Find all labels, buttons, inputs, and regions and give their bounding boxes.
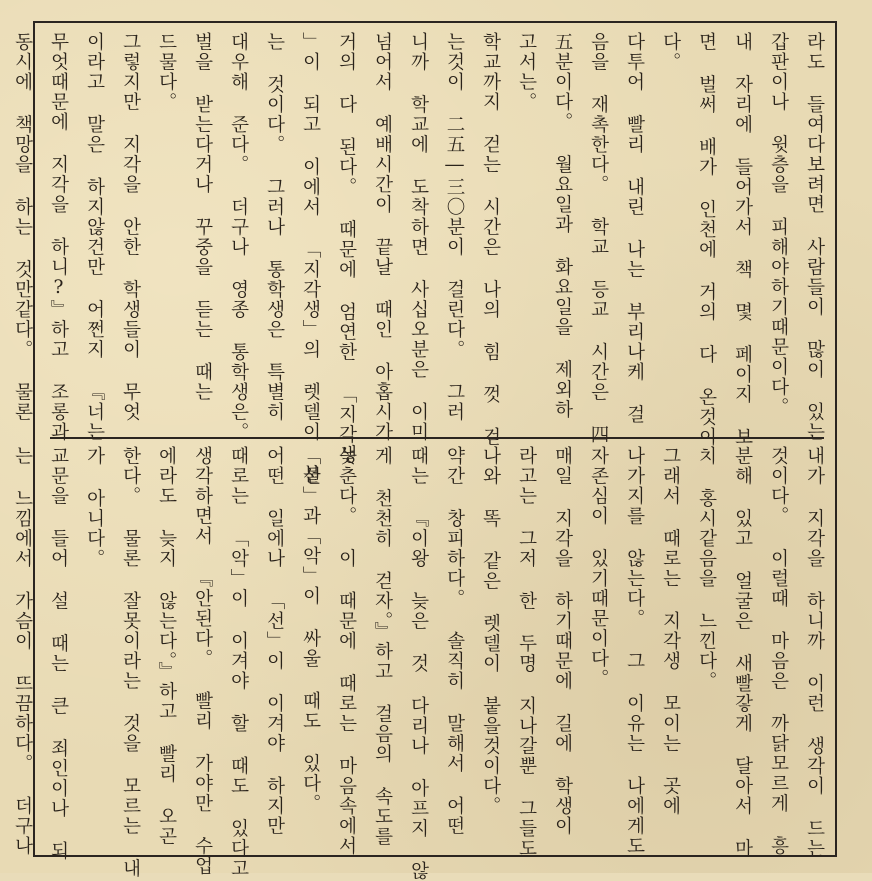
text-column: 학교까지 걷는 시간은 나의 힘 껏 걷 [480,32,501,447]
text-column: 고서는。 [516,32,537,112]
text-column: 것이다。 이럴때 마음은 까닭모르게 흥 [768,446,789,856]
text-column: 이라고 말은 하지않건만 어쩐지 『너는 [84,32,105,442]
text-column: 매일 지각을 하기때문에 길에 학생이 [552,446,573,836]
text-column: 갑판이나 윗층을 피해야하기때문이다。 [768,32,789,417]
text-column: 면 벌써 배가 인천에 거의 다 온것이 [696,32,717,447]
text-column: 에라도 늦지 않는다。』하고 빨리 오곤 [156,446,177,847]
text-column: 분해 있고 얼굴은 새빨갛게 달아서 마 [732,446,753,859]
text-column: 교문을 들어 설 때는 큰 죄인이나 되 [48,446,69,861]
text-column: 」이 되고 이에서 「지각생」의 렛델이 붙 [300,32,321,485]
text-column: 생각하면서 『안된다。 빨리 가야만 수업 [192,446,213,876]
text-column: 는것이 二五―三〇분이 걸린다。 그러 [444,32,465,422]
text-column: 때는 『이왕 늦은 것 다리나 아프지 않 [408,446,429,881]
text-column: 거의 다 된다。 때문에 엄연한 「지각생 [336,32,357,465]
text-column: 한다。 물론 잘못이라는 것을 모르는 내 [120,446,141,879]
text-column: 무엇때문에 지각을 하니?』하고 조롱과 [48,32,69,442]
text-column: 나가지를 않는다。 그 이유는 나에게도 [624,446,645,856]
text-column: 다。 [660,32,681,72]
lower-text-block [12,446,832,881]
text-column: 내가 지각을 하니까 이런 생각이 드는 [804,446,825,859]
text-column: 다투어 빨리 내린 나는 부리나케 걸 [624,32,645,425]
text-column: 드물다。 [156,32,177,112]
text-column: 라고는 그저 한 두명 지나갈뿐 그들도 [516,446,537,859]
text-column: 음을 재촉한다。 학교 등교 시간은 四 [588,32,609,445]
text-column: 때로는 「악」이 이겨야 할 때도 있다고 [228,446,249,879]
text-column: 五분이다。 월요일과 화요일을 제외하 [552,32,573,420]
text-column: 늦춘다。 이 때문에 때로는 마음속에서 [336,446,357,856]
text-column: 치 홍시같음을 느낀다。 [696,446,717,691]
text-column: 「선」과「악」이 싸울 때도 있다。 [300,446,321,814]
text-column: 가 아니다。 [84,446,105,569]
text-column: 그래서 때로는 지각생 모이는 곳에 [660,446,681,816]
text-column: 벌을 받는다거나 꾸중을 듣는 때는 [192,32,213,402]
text-column: 는 느낌에서 가슴이 뜨끔하다。 더구나 [12,446,33,856]
text-column: 어떤 일에나 「선」이 이겨야 하지만 [264,446,285,836]
text-column: 나와 똑 같은 렛델이 붙을것이다。 [480,446,501,816]
text-column: 동시에 책망을 하는 것만같다。 물론 [12,32,33,422]
text-column: 넘어서 예배시간이 끝날 때인 아홉시가 [372,32,393,442]
text-column: 게 천천히 걷자。』하고 걸음의 속도를 [372,446,393,847]
text-column: 내 자리에 들어가서 책 몇 페이지 보 [732,32,753,447]
text-column: 니까 학교에 도착하면 사십오분은 이미 [408,32,429,442]
text-column: 자존심이 있기때문이다。 [588,446,609,689]
text-column: 라도 들여다보려면 사람들이 많이 있는 [804,32,825,442]
upper-text-block [12,32,832,485]
text-column: 약간 창피하다。 솔직히 말해서 어떤 [444,446,465,836]
text-column: 는 것이다。 그러나 통학생은 특별히 [264,32,285,422]
text-column: 대우해 준다。 더구나 영종 통학생은。 [228,32,249,442]
text-column: 그렇지만 지각을 안한 학생들이 무엇 [120,32,141,422]
